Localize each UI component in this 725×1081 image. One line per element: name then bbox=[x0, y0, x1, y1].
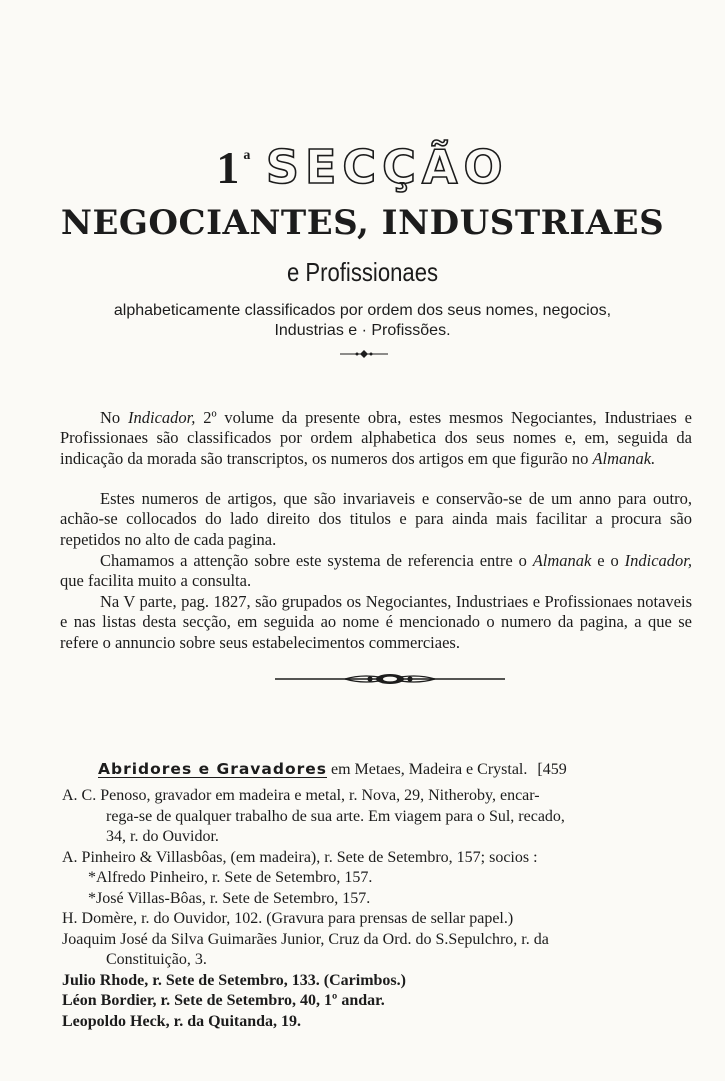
section-number: 1$^a$ bbox=[216, 142, 251, 193]
category-subtitle: em Metaes, Madeira e Crystal. bbox=[331, 761, 528, 778]
small-ornament-divider bbox=[340, 348, 388, 360]
list-item: Leopoldo Heck, r. da Quitanda, 19. bbox=[62, 1012, 302, 1030]
list-item: Julio Rhode, r. Sete de Setembro, 133. (Carimbos.) bbox=[62, 971, 406, 989]
list-item: Léon Bordier, r. Sete de Setembro, 40, 1º andar. bbox=[62, 992, 385, 1009]
intro-paragraph-1: No Indicador, 2º volume da presente obra, estes mesmos Negociantes, Industriaes e Profissionaes são classificados por ordem alphabetica dos seus nomes e, em, seguida da indicação da morada são transcriptos, os numeros dos artigos em que figurão no Almanak. bbox=[60, 408, 692, 468]
list-item: Joaquim José da Silva Guimarães Junior, Cruz da Ord. do S.Sepulchro, r. da bbox=[62, 930, 549, 948]
category-heading bbox=[98, 760, 698, 779]
section-title bbox=[0, 140, 725, 194]
ornamental-divider bbox=[275, 671, 505, 687]
intro-paragraph-3: Chamamos a attenção sobre este systema de referencia entre o Almanak e o Indicador, que facilita muito a consulta. bbox=[60, 551, 692, 591]
list-item: A. Pinheiro & Villasbôas, (em madeira), r. Sete de Setembro, 157; socios : bbox=[62, 848, 538, 866]
list-item: rega-se de qualquer trabalho de sua arte. Em viagem para o Sul, recado, bbox=[106, 807, 565, 825]
section-word: SECÇÃO bbox=[265, 140, 509, 194]
list-item: A. C. Penoso, gravador em madeira e metal, r. Nova, 29, Nitheroby, encar- bbox=[62, 787, 540, 804]
heading-description-line1: alphabeticamente classificados por ordem dos seus nomes, negocios, bbox=[113, 302, 612, 319]
category-code: [459 bbox=[537, 761, 567, 778]
entry-list bbox=[62, 786, 702, 1032]
list-item: *José Villas-Bôas, r. Sete de Setembro, 157. bbox=[88, 889, 371, 907]
list-item: *Alfredo Pinheiro, r. Sete de Setembro, 157. bbox=[88, 869, 373, 886]
sub-heading: e Profissionaes bbox=[286, 257, 439, 287]
category-title: Abridores e Gravadores bbox=[98, 760, 327, 778]
intro-paragraph-2: Estes numeros de artigos, que são invariaveis e conservão-se de um anno para outro, achão-se collocados do lado direito dos titulos e para ainda mais facilitar a procura são repetidos no alto de cada pagina. bbox=[60, 489, 692, 549]
list-item: 34, r. do Ouvidor. bbox=[106, 828, 219, 845]
intro-paragraph-4: Na V parte, pag. 1827, são grupados os Negociantes, Industriaes e Profissionaes notaveis e nas listas desta secção, em seguida ao nome é mencionado o numero da pagina, a que se refere o annuncio sobre seus estabelecimentos commerciaes. bbox=[60, 592, 692, 652]
list-item: H. Domère, r. do Ouvidor, 102. (Gravura para prensas de sellar papel.) bbox=[62, 910, 514, 927]
heading-description-line2: Industrias e · Profissões. bbox=[274, 322, 451, 339]
main-heading: NEGOCIANTES, INDUSTRIAES bbox=[60, 203, 665, 243]
list-item: Constituição, 3. bbox=[106, 951, 207, 968]
